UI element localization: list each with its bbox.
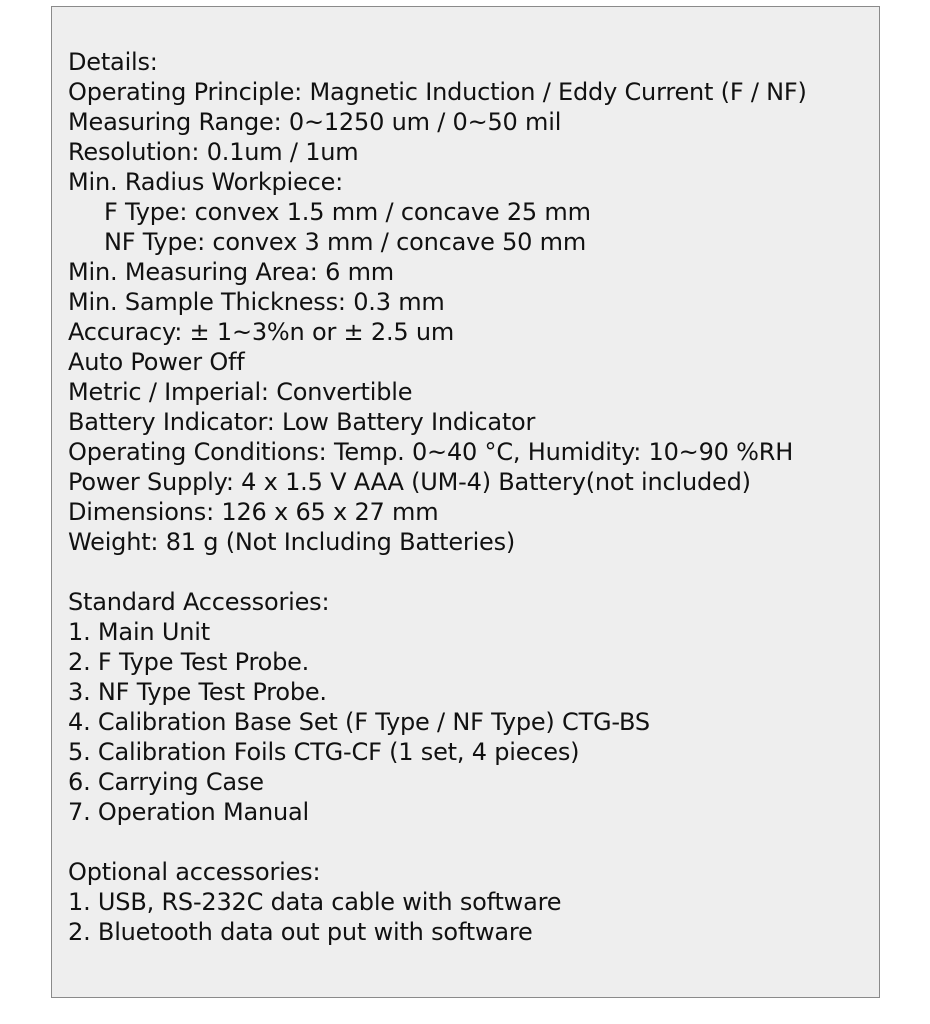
spec-min-measuring-area: Min. Measuring Area: 6 mm [68, 258, 394, 286]
spec-min-radius-workpiece: Min. Radius Workpiece: [68, 168, 344, 196]
section-spacer [68, 827, 871, 857]
spec-operating-conditions: Operating Conditions: Temp. 0~40 °C, Humidity: 10~90 %RH [68, 438, 794, 466]
optional-accessories-heading: Optional accessories: [68, 858, 321, 886]
standard-accessory-item: 6. Carrying Case [68, 768, 264, 796]
details-heading: Details: [68, 48, 158, 76]
spec-min-sample-thickness: Min. Sample Thickness: 0.3 mm [68, 288, 445, 316]
spec-accuracy: Accuracy: ± 1~3%n or ± 2.5 um [68, 318, 455, 346]
spec-auto-power-off: Auto Power Off [68, 348, 245, 376]
spec-panel [51, 6, 880, 998]
spec-radius-f-type: F Type: convex 1.5 mm / concave 25 mm [104, 198, 591, 226]
standard-accessory-item: 5. Calibration Foils CTG-CF (1 set, 4 pieces) [68, 738, 580, 766]
spec-resolution: Resolution: 0.1um / 1um [68, 138, 359, 166]
standard-accessories-heading: Standard Accessories: [68, 588, 330, 616]
spec-content [68, 47, 871, 947]
standard-accessory-item: 4. Calibration Base Set (F Type / NF Type) CTG-BS [68, 708, 650, 736]
section-spacer [68, 557, 871, 587]
standard-accessory-item: 3. NF Type Test Probe. [68, 678, 327, 706]
spec-battery-indicator: Battery Indicator: Low Battery Indicator [68, 408, 536, 436]
spec-weight: Weight: 81 g (Not Including Batteries) [68, 528, 516, 556]
spec-dimensions: Dimensions: 126 x 65 x 27 mm [68, 498, 439, 526]
optional-accessory-item: 2. Bluetooth data out put with software [68, 918, 533, 946]
optional-accessory-item: 1. USB, RS-232C data cable with software [68, 888, 562, 916]
spec-power-supply: Power Supply: 4 x 1.5 V AAA (UM-4) Battery(not included) [68, 468, 751, 496]
spec-radius-nf-type: NF Type: convex 3 mm / concave 50 mm [104, 228, 587, 256]
standard-accessory-item: 1. Main Unit [68, 618, 210, 646]
spec-operating-principle: Operating Principle: Magnetic Induction / Eddy Current (F / NF) [68, 78, 807, 106]
standard-accessory-item: 7. Operation Manual [68, 798, 310, 826]
spec-measuring-range: Measuring Range: 0~1250 um / 0~50 mil [68, 108, 562, 136]
spec-metric-imperial: Metric / Imperial: Convertible [68, 378, 413, 406]
standard-accessory-item: 2. F Type Test Probe. [68, 648, 310, 676]
